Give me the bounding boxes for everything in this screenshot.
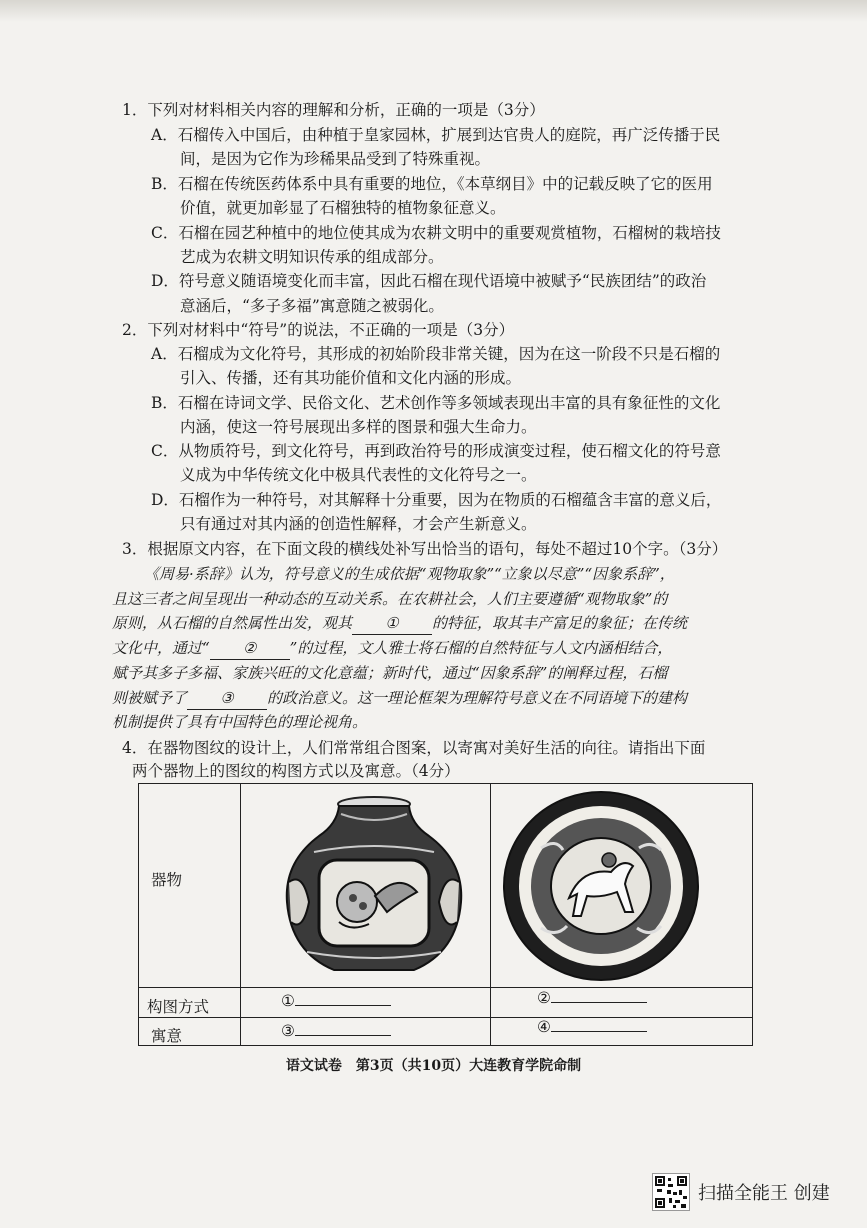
scan-shadow bbox=[0, 0, 867, 22]
q2-option-c-line1: C．从物质符号，到文化符号，再到政治符号的形成演变过程，使石榴文化的符号意 bbox=[151, 442, 721, 460]
q1-stem: 1．下列对材料相关内容的理解和分析，正确的一项是（3分） bbox=[122, 101, 545, 119]
q3-passage-line2: 且这三者之间呈现出一种动态的互动关系。在农耕社会，人们主要遵循“观物取象”的 bbox=[112, 590, 668, 608]
q3-blank-3[interactable]: ③ bbox=[187, 687, 267, 710]
q1-option-c-line2: 艺成为农耕文明知识传承的组成部分。 bbox=[180, 248, 444, 266]
pomegranate-jar-image bbox=[279, 792, 469, 982]
q3-passage-line6-end: 的政治意义。这一理论框架为理解符号意义在不同语境下的建构 bbox=[267, 689, 688, 707]
row-label-meaning: 寓意 bbox=[151, 1027, 183, 1045]
answer-4-marker: ④ bbox=[537, 1018, 551, 1036]
q1-option-a-line1: A．石榴传入中国后，由种植于皇家园林，扩展到达官贵人的庭院，再广泛传播于民 bbox=[151, 126, 721, 144]
vessel-table bbox=[138, 783, 753, 1046]
q2-stem: 2．下列对材料中“符号”的说法，不正确的一项是（3分） bbox=[122, 321, 515, 339]
q3-passage-line6-start: 则被赋予了 bbox=[112, 689, 188, 707]
answer-2-line[interactable] bbox=[551, 1002, 647, 1003]
q3-passage-line1: 《周易·系辞》认为，符号意义的生成依据“观物取象”“立象以尽意”“因象系辞”， bbox=[144, 565, 675, 583]
q3-blank-1[interactable]: ① bbox=[352, 612, 432, 635]
answer-4-line[interactable] bbox=[551, 1031, 647, 1032]
q2-option-d-line2: 只有通过对其内涵的创造性解释，才会产生新意义。 bbox=[180, 515, 537, 533]
answer-1-marker: ① bbox=[281, 992, 295, 1010]
answer-3-marker: ③ bbox=[281, 1022, 295, 1040]
answer-3-line[interactable] bbox=[295, 1035, 391, 1036]
q1-option-a-line2: 间，是因为它作为珍稀果品受到了特殊重视。 bbox=[180, 150, 491, 168]
q2-option-c-line2: 义成为中华传统文化中极具代表性的文化符号之一。 bbox=[180, 466, 537, 484]
q3-passage-line3-start: 原则，从石榴的自然属性出发，观其 bbox=[112, 614, 353, 632]
answer-2[interactable] bbox=[537, 989, 647, 1007]
q4-stem-line2: 两个器物上的图纹的构图方式以及寓意。（4分） bbox=[132, 762, 460, 780]
table-divider-h1 bbox=[139, 987, 752, 988]
row-label-vessel: 器物 bbox=[151, 871, 183, 889]
table-divider-h2 bbox=[139, 1017, 752, 1018]
q2-option-d-line1: D．石榴作为一种符号，对其解释十分重要，因为在物质的石榴蕴含丰富的意义后， bbox=[151, 491, 722, 509]
answer-2-marker: ② bbox=[537, 989, 551, 1007]
qr-code-icon bbox=[652, 1173, 690, 1211]
q2-option-a-line1: A．石榴成为文化符号，其形成的初始阶段非常关键，因为在这一阶段不只是石榴的 bbox=[151, 345, 721, 363]
q3-passage-line3 bbox=[112, 612, 687, 635]
q3-passage-line3-end: 的特征，取其丰产富足的象征；在传统 bbox=[432, 614, 688, 632]
q3-passage-line5: 赋予其多子多福、家族兴旺的文化意蕴；新时代，通过“因象系辞”的阐释过程，石榴 bbox=[112, 664, 668, 682]
page-footer: 语文试卷 第3页（共10页）大连教育学院命制 bbox=[285, 1058, 582, 1074]
q3-stem: 3．根据原文内容，在下面文段的横线处补写出恰当的语句，每处不超过10个字。（3分） bbox=[122, 540, 728, 558]
answer-1[interactable] bbox=[281, 992, 391, 1010]
q3-passage-line7: 机制提供了具有中国特色的理论视角。 bbox=[112, 713, 368, 731]
q3-passage-line6 bbox=[112, 687, 687, 710]
q3-passage-line4-end: ”的过程，文人雅士将石榴的自然特征与人文内涵相结合， bbox=[289, 639, 673, 657]
q3-passage-line4-start: 文化中，通过“ bbox=[112, 639, 210, 657]
horse-monkey-plate-image bbox=[501, 788, 701, 984]
q3-passage-line4 bbox=[112, 637, 672, 660]
answer-1-line[interactable] bbox=[295, 1005, 391, 1006]
scanner-watermark bbox=[652, 1174, 830, 1210]
q1-option-c-line1: C．石榴在园艺种植中的地位使其成为农耕文明中的重要观赏植物，石榴树的栽培技 bbox=[151, 224, 721, 242]
q2-option-b-line1: B．石榴在诗词文学、民俗文化、艺术创作等多领域表现出丰富的具有象征性的文化 bbox=[151, 394, 721, 412]
q3-blank-2[interactable]: ② bbox=[210, 637, 290, 660]
answer-4[interactable] bbox=[537, 1018, 647, 1036]
row-label-composition: 构图方式 bbox=[147, 998, 210, 1016]
table-divider-v2 bbox=[490, 784, 491, 1045]
q1-option-b-line2: 价值，就更加彰显了石榴独特的植物象征意义。 bbox=[180, 199, 506, 217]
q2-option-b-line2: 内涵，使这一符号展现出多样的图景和强大生命力。 bbox=[180, 418, 537, 436]
q1-option-b-line1: B．石榴在传统医药体系中具有重要的地位，《本草纲目》中的记载反映了它的医用 bbox=[151, 175, 713, 193]
answer-3[interactable] bbox=[281, 1022, 391, 1040]
q2-option-a-line2: 引入、传播，还有其功能价值和文化内涵的形成。 bbox=[180, 369, 522, 387]
table-divider-v1 bbox=[240, 784, 241, 1045]
q1-option-d-line2: 意涵后，“多子多福”寓意随之被弱化。 bbox=[180, 297, 444, 315]
q1-option-d-line1: D．符号意义随语境变化而丰富，因此石榴在现代语境中被赋予“民族团结”的政治 bbox=[151, 272, 707, 290]
q4-stem-line1: 4．在器物图纹的设计上，人们常常组合图案，以寄寓对美好生活的向往。请指出下面 bbox=[122, 739, 706, 757]
watermark-text: 扫描全能王 创建 bbox=[698, 1183, 830, 1204]
